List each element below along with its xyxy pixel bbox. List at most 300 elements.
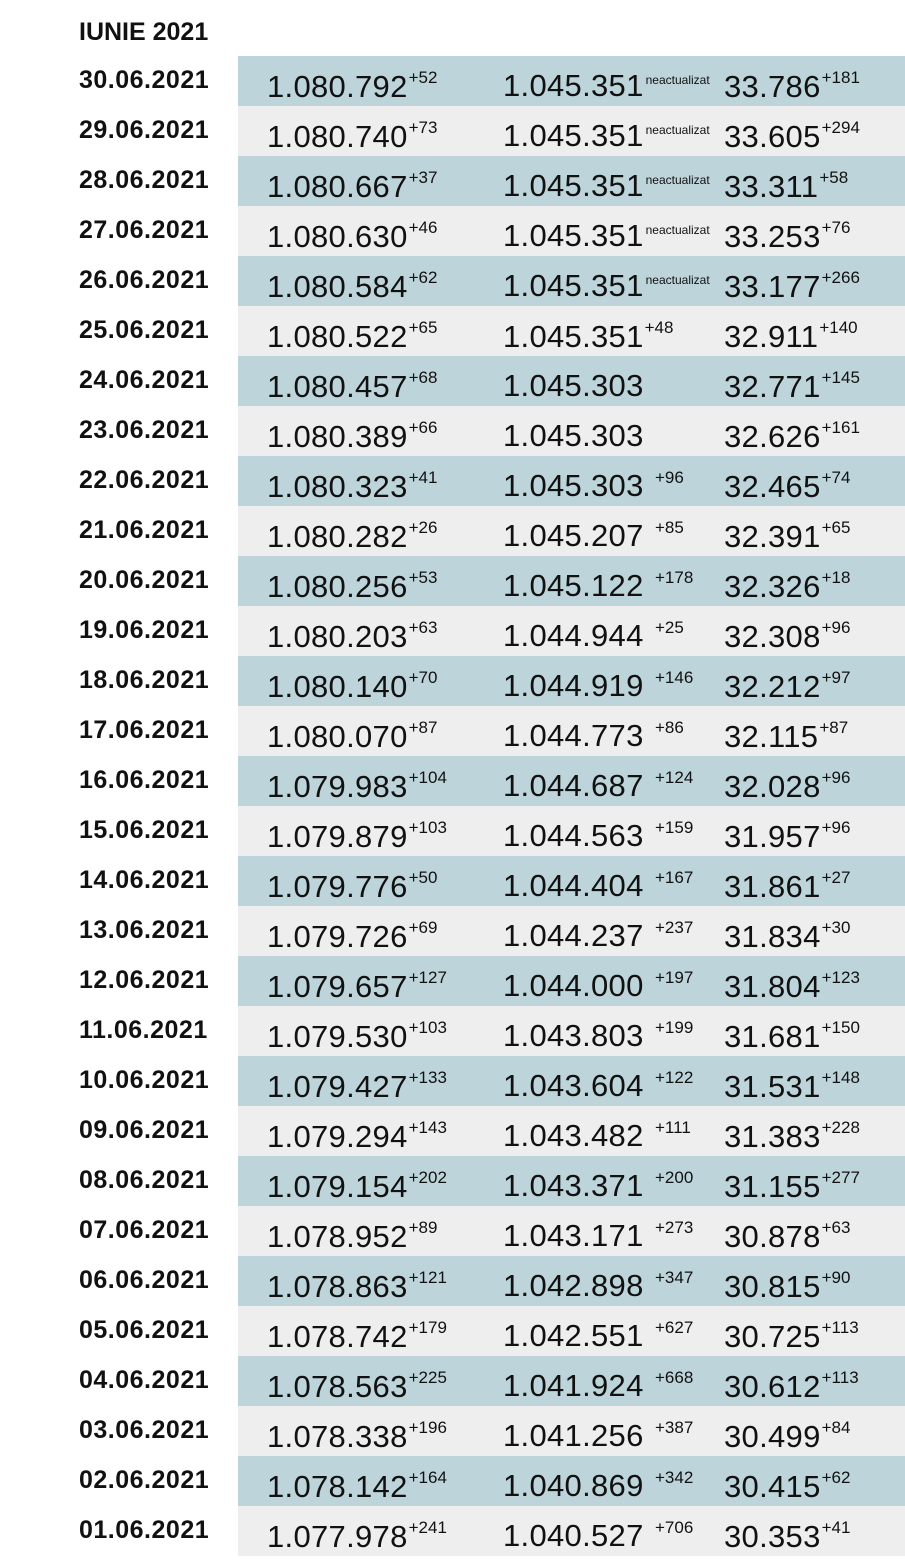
col1-cell [267, 1468, 447, 1505]
col3-delta: +228 [821, 1118, 860, 1137]
col1-value: 1.080.203 [267, 619, 408, 654]
col1-cell [267, 768, 447, 805]
col3-cell [724, 418, 860, 455]
col1-value: 1.080.522 [267, 319, 408, 354]
col3-delta: +30 [821, 918, 851, 937]
col1-delta: +52 [408, 68, 438, 87]
col1-cell [267, 868, 437, 905]
col2-cell [503, 868, 644, 904]
col3-delta: +63 [821, 1218, 851, 1237]
col2-value: 1.043.604 [503, 1068, 644, 1103]
col3-cell [724, 1218, 850, 1255]
table-row [0, 1006, 905, 1056]
table-row [0, 1106, 905, 1156]
row-date: 03.06.2021 [79, 1416, 210, 1444]
col3-value: 31.383 [724, 1119, 821, 1154]
row-date: 14.06.2021 [79, 866, 210, 894]
col2-value: 1.044.687 [503, 768, 644, 803]
row-date: 20.06.2021 [79, 566, 210, 594]
col1-value: 1.080.457 [267, 369, 408, 404]
col1-value: 1.079.427 [267, 1069, 408, 1104]
col3-value: 33.253 [724, 219, 821, 254]
col2-value: 1.041.924 [503, 1368, 644, 1403]
col3-delta: +87 [819, 718, 849, 737]
col3-cell [724, 318, 858, 355]
col1-cell [267, 168, 437, 205]
col1-value: 1.079.879 [267, 819, 408, 854]
col2-delta: +197 [655, 968, 694, 987]
col3-cell [724, 768, 850, 805]
col1-delta: +46 [408, 218, 438, 237]
col2-status-note: neactualizat [645, 73, 710, 87]
col3-cell [724, 518, 850, 555]
row-date: 27.06.2021 [79, 216, 210, 244]
row-date: 17.06.2021 [79, 716, 210, 744]
table-row [0, 706, 905, 756]
table-row [0, 1356, 905, 1406]
col2-delta: +347 [655, 1268, 694, 1287]
col3-value: 31.531 [724, 1069, 821, 1104]
col1-value: 1.078.338 [267, 1419, 408, 1454]
col2-cell [503, 1068, 644, 1104]
col1-cell [267, 518, 437, 555]
col1-cell [267, 1268, 447, 1305]
col2-cell [503, 318, 673, 355]
col3-value: 31.957 [724, 819, 821, 854]
row-date: 16.06.2021 [79, 766, 210, 794]
col3-cell [724, 968, 860, 1005]
col2-status-note: neactualizat [645, 223, 710, 237]
row-date: 23.06.2021 [79, 416, 210, 444]
col1-delta: +41 [408, 468, 438, 487]
table-row [0, 756, 905, 806]
col1-delta: +103 [408, 818, 447, 837]
col2-cell [503, 1268, 644, 1304]
col3-cell [724, 268, 860, 305]
col2-value: 1.044.773 [503, 718, 644, 753]
col1-delta: +196 [408, 1418, 447, 1437]
col3-value: 33.177 [724, 269, 821, 304]
col3-delta: +65 [821, 518, 851, 537]
table-row [0, 356, 905, 406]
col1-value: 1.078.563 [267, 1369, 408, 1404]
col1-value: 1.080.630 [267, 219, 408, 254]
page-title: IUNIE 2021 [79, 18, 209, 46]
col2-cell [503, 1168, 644, 1204]
col1-cell [267, 268, 437, 305]
col1-value: 1.078.142 [267, 1469, 408, 1504]
col3-delta: +277 [821, 1168, 860, 1187]
col1-cell [267, 1368, 447, 1405]
col1-value: 1.080.740 [267, 119, 408, 154]
col1-delta: +225 [408, 1368, 447, 1387]
col3-cell [724, 168, 848, 205]
col2-cell [503, 468, 644, 504]
row-date: 08.06.2021 [79, 1166, 210, 1194]
col2-status-note: neactualizat [645, 123, 710, 137]
table-row [0, 506, 905, 556]
col3-delta: +96 [821, 768, 851, 787]
col3-delta: +148 [821, 1068, 860, 1087]
row-date: 19.06.2021 [79, 616, 210, 644]
col1-cell [267, 318, 437, 355]
col1-value: 1.080.323 [267, 469, 408, 504]
col1-cell [267, 918, 437, 955]
col3-value: 31.834 [724, 919, 821, 954]
row-date: 02.06.2021 [79, 1466, 210, 1494]
col3-delta: +58 [819, 168, 849, 187]
col2-cell [503, 268, 710, 304]
col1-delta: +89 [408, 1218, 438, 1237]
col1-value: 1.080.140 [267, 669, 408, 704]
table-row [0, 256, 905, 306]
col2-delta: +237 [655, 918, 694, 937]
col2-value: 1.044.237 [503, 918, 644, 953]
col1-cell [267, 1518, 447, 1555]
row-date: 21.06.2021 [79, 516, 210, 544]
col2-value: 1.043.371 [503, 1168, 644, 1203]
table-row [0, 1056, 905, 1106]
col2-value: 1.045.351 [503, 118, 644, 153]
col3-cell [724, 918, 850, 955]
row-date: 29.06.2021 [79, 116, 210, 144]
col2-value: 1.043.803 [503, 1018, 644, 1053]
col2-delta: +85 [655, 518, 684, 537]
col3-delta: +84 [821, 1418, 851, 1437]
col3-delta: +62 [821, 1468, 851, 1487]
col3-delta: +140 [819, 318, 858, 337]
col3-cell [724, 218, 850, 255]
col3-value: 31.804 [724, 969, 821, 1004]
col2-cell [503, 68, 710, 104]
col1-delta: +50 [408, 868, 438, 887]
col3-delta: +145 [821, 368, 860, 387]
col1-delta: +179 [408, 1318, 447, 1337]
col3-delta: +96 [821, 818, 851, 837]
col1-value: 1.080.070 [267, 719, 408, 754]
col2-cell [503, 118, 710, 154]
col2-value: 1.044.000 [503, 968, 644, 1003]
col1-delta: +37 [408, 168, 438, 187]
col3-value: 30.499 [724, 1419, 821, 1454]
col2-cell [503, 168, 710, 204]
row-date: 09.06.2021 [79, 1116, 210, 1144]
col3-value: 33.311 [724, 169, 819, 204]
col3-cell [724, 818, 850, 855]
col2-delta: +167 [655, 868, 694, 887]
col3-delta: +74 [821, 468, 851, 487]
col1-cell [267, 818, 447, 855]
col2-delta: +668 [655, 1368, 694, 1387]
col2-value: 1.045.303 [503, 468, 644, 503]
col3-cell [724, 468, 850, 505]
col2-delta: +199 [655, 1018, 694, 1037]
col3-value: 32.626 [724, 419, 821, 454]
col1-delta: +69 [408, 918, 438, 937]
col2-cell [503, 668, 644, 704]
table-row [0, 1506, 905, 1556]
col3-value: 30.878 [724, 1219, 821, 1254]
col2-value: 1.043.171 [503, 1218, 644, 1253]
row-date: 10.06.2021 [79, 1066, 210, 1094]
col2-value: 1.044.919 [503, 668, 644, 703]
col1-cell [267, 1118, 447, 1155]
row-date: 11.06.2021 [79, 1016, 208, 1044]
table-row [0, 1156, 905, 1206]
col3-delta: +97 [821, 668, 851, 687]
col2-cell [503, 618, 644, 654]
col1-delta: +164 [408, 1468, 447, 1487]
col2-delta: +48 [644, 318, 674, 337]
col3-cell [724, 368, 860, 405]
col1-value: 1.080.389 [267, 419, 408, 454]
col3-delta: +123 [821, 968, 860, 987]
col1-cell [267, 968, 447, 1005]
col1-cell [267, 1168, 447, 1205]
col1-value: 1.078.863 [267, 1269, 408, 1304]
table-row [0, 406, 905, 456]
col3-value: 31.861 [724, 869, 821, 904]
row-date: 24.06.2021 [79, 366, 210, 394]
row-date: 30.06.2021 [79, 66, 210, 94]
col2-cell [503, 568, 644, 604]
row-date: 18.06.2021 [79, 666, 210, 694]
col1-cell [267, 1318, 447, 1355]
col2-delta: +111 [655, 1118, 691, 1137]
col2-cell [503, 1418, 644, 1454]
col3-cell [724, 868, 850, 905]
col1-value: 1.079.294 [267, 1119, 408, 1154]
col3-delta: +90 [821, 1268, 851, 1287]
col2-delta: +706 [655, 1518, 694, 1537]
col1-cell [267, 1218, 437, 1255]
col3-cell [724, 1168, 860, 1205]
col1-delta: +53 [408, 568, 438, 587]
col3-delta: +113 [821, 1368, 859, 1387]
col1-cell [267, 68, 437, 105]
col1-delta: +63 [408, 618, 438, 637]
row-date: 05.06.2021 [79, 1316, 210, 1344]
col2-value: 1.040.869 [503, 1468, 644, 1503]
col3-delta: +294 [821, 118, 860, 137]
col1-cell [267, 118, 437, 155]
col1-delta: +73 [408, 118, 438, 137]
col2-cell [503, 1218, 644, 1254]
col2-value: 1.044.563 [503, 818, 644, 853]
row-date: 06.06.2021 [79, 1266, 210, 1294]
col3-value: 31.681 [724, 1019, 821, 1054]
col3-delta: +18 [821, 568, 851, 587]
col1-cell [267, 368, 437, 405]
col3-cell [724, 1368, 859, 1405]
col2-delta: +342 [655, 1468, 694, 1487]
col2-cell [503, 218, 710, 254]
col1-value: 1.080.792 [267, 69, 408, 104]
col2-value: 1.041.256 [503, 1418, 644, 1453]
col3-value: 32.115 [724, 719, 819, 754]
col2-value: 1.045.207 [503, 518, 644, 553]
col3-delta: +96 [821, 618, 851, 637]
row-date: 28.06.2021 [79, 166, 210, 194]
col3-value: 32.212 [724, 669, 821, 704]
table-row [0, 856, 905, 906]
col3-cell [724, 1018, 860, 1055]
col2-delta: +122 [655, 1068, 694, 1087]
col1-delta: +26 [408, 518, 438, 537]
col1-delta: +143 [408, 1118, 447, 1137]
col2-delta: +273 [655, 1218, 694, 1237]
col1-value: 1.078.952 [267, 1219, 408, 1254]
table-row [0, 656, 905, 706]
table-row [0, 1306, 905, 1356]
col1-delta: +202 [408, 1168, 447, 1187]
col2-delta: +146 [655, 668, 694, 687]
col3-delta: +266 [821, 268, 860, 287]
col1-cell [267, 1068, 447, 1105]
col3-delta: +113 [821, 1318, 859, 1337]
table-row [0, 156, 905, 206]
row-date: 12.06.2021 [79, 966, 210, 994]
col2-delta: +159 [655, 818, 694, 837]
col1-delta: +104 [408, 768, 447, 787]
col2-delta: +200 [655, 1168, 694, 1187]
col1-value: 1.080.667 [267, 169, 408, 204]
col3-cell [724, 568, 850, 605]
row-date: 07.06.2021 [79, 1216, 210, 1244]
row-date: 15.06.2021 [79, 816, 210, 844]
col1-delta: +68 [408, 368, 438, 387]
col1-delta: +70 [408, 668, 438, 687]
col3-cell [724, 1518, 850, 1555]
col1-delta: +66 [408, 418, 438, 437]
col2-value: 1.045.351 [503, 218, 644, 253]
col3-value: 31.155 [724, 1169, 821, 1204]
col3-value: 32.391 [724, 519, 821, 554]
col2-cell [503, 818, 644, 854]
col1-delta: +121 [408, 1268, 447, 1287]
col2-status-note: neactualizat [645, 173, 710, 187]
col3-cell [724, 618, 850, 655]
col1-value: 1.079.657 [267, 969, 408, 1004]
col1-delta: +103 [408, 1018, 447, 1037]
col2-cell [503, 1318, 644, 1354]
col3-value: 30.353 [724, 1519, 821, 1554]
col3-cell [724, 1068, 860, 1105]
row-date: 13.06.2021 [79, 916, 210, 944]
col3-value: 32.465 [724, 469, 821, 504]
col1-value: 1.077.978 [267, 1519, 408, 1554]
col3-value: 30.815 [724, 1269, 821, 1304]
col1-delta: +87 [408, 718, 438, 737]
col2-delta: +25 [655, 618, 684, 637]
col1-cell [267, 618, 437, 655]
col3-value: 30.415 [724, 1469, 821, 1504]
col3-cell [724, 1318, 859, 1355]
col3-delta: +76 [821, 218, 851, 237]
col2-delta: +96 [655, 468, 684, 487]
col3-delta: +27 [821, 868, 851, 887]
col2-value: 1.042.551 [503, 1318, 644, 1353]
col1-value: 1.079.154 [267, 1169, 408, 1204]
col2-value: 1.045.351 [503, 319, 644, 354]
col2-cell [503, 718, 644, 754]
col3-cell [724, 668, 850, 705]
col2-delta: +627 [655, 1318, 694, 1337]
table-row [0, 106, 905, 156]
col2-value: 1.045.351 [503, 168, 644, 203]
col2-value: 1.045.351 [503, 268, 644, 303]
col1-delta: +65 [408, 318, 438, 337]
col2-value: 1.045.303 [503, 418, 644, 453]
col2-cell [503, 1018, 644, 1054]
col2-value: 1.045.303 [503, 368, 644, 403]
table-row [0, 1206, 905, 1256]
col3-value: 32.771 [724, 369, 821, 404]
col2-value: 1.044.944 [503, 618, 644, 653]
table-row [0, 956, 905, 1006]
col3-value: 32.326 [724, 569, 821, 604]
col3-cell [724, 1418, 850, 1455]
table-row [0, 1456, 905, 1506]
col1-cell [267, 1018, 447, 1055]
col1-value: 1.079.983 [267, 769, 408, 804]
col2-delta: +86 [655, 718, 684, 737]
col2-value: 1.040.527 [503, 1518, 644, 1553]
col2-cell [503, 768, 644, 804]
col2-cell [503, 1368, 644, 1404]
col3-delta: +150 [821, 1018, 860, 1037]
col1-value: 1.079.530 [267, 1019, 408, 1054]
col3-value: 32.028 [724, 769, 821, 804]
table-row [0, 906, 905, 956]
col3-value: 33.786 [724, 69, 821, 104]
col1-value: 1.079.726 [267, 919, 408, 954]
col2-status-note: neactualizat [645, 273, 710, 287]
col2-cell [503, 1518, 644, 1554]
col3-cell [724, 1468, 850, 1505]
col1-cell [267, 1418, 447, 1455]
col2-cell [503, 968, 644, 1004]
col3-cell [724, 68, 860, 105]
col1-cell [267, 568, 437, 605]
col3-delta: +41 [821, 1518, 851, 1537]
col1-delta: +127 [408, 968, 447, 987]
col2-delta: +178 [655, 568, 694, 587]
col1-value: 1.080.256 [267, 569, 408, 604]
table-row [0, 806, 905, 856]
col2-value: 1.042.898 [503, 1268, 644, 1303]
col2-value: 1.044.404 [503, 868, 644, 903]
col1-delta: +241 [408, 1518, 447, 1537]
col2-cell [503, 368, 644, 404]
col3-cell [724, 118, 860, 155]
col3-value: 33.605 [724, 119, 821, 154]
col1-delta: +62 [408, 268, 438, 287]
row-date: 04.06.2021 [79, 1366, 210, 1394]
col1-cell [267, 718, 437, 755]
row-date: 01.06.2021 [79, 1516, 210, 1544]
table-row [0, 56, 905, 106]
table-row [0, 606, 905, 656]
col2-cell [503, 1468, 644, 1504]
row-date: 25.06.2021 [79, 316, 210, 344]
table-row [0, 306, 905, 356]
row-date: 26.06.2021 [79, 266, 210, 294]
col2-cell [503, 1118, 644, 1154]
col1-value: 1.080.282 [267, 519, 408, 554]
col3-value: 32.911 [724, 319, 819, 354]
col2-value: 1.043.482 [503, 1118, 644, 1153]
